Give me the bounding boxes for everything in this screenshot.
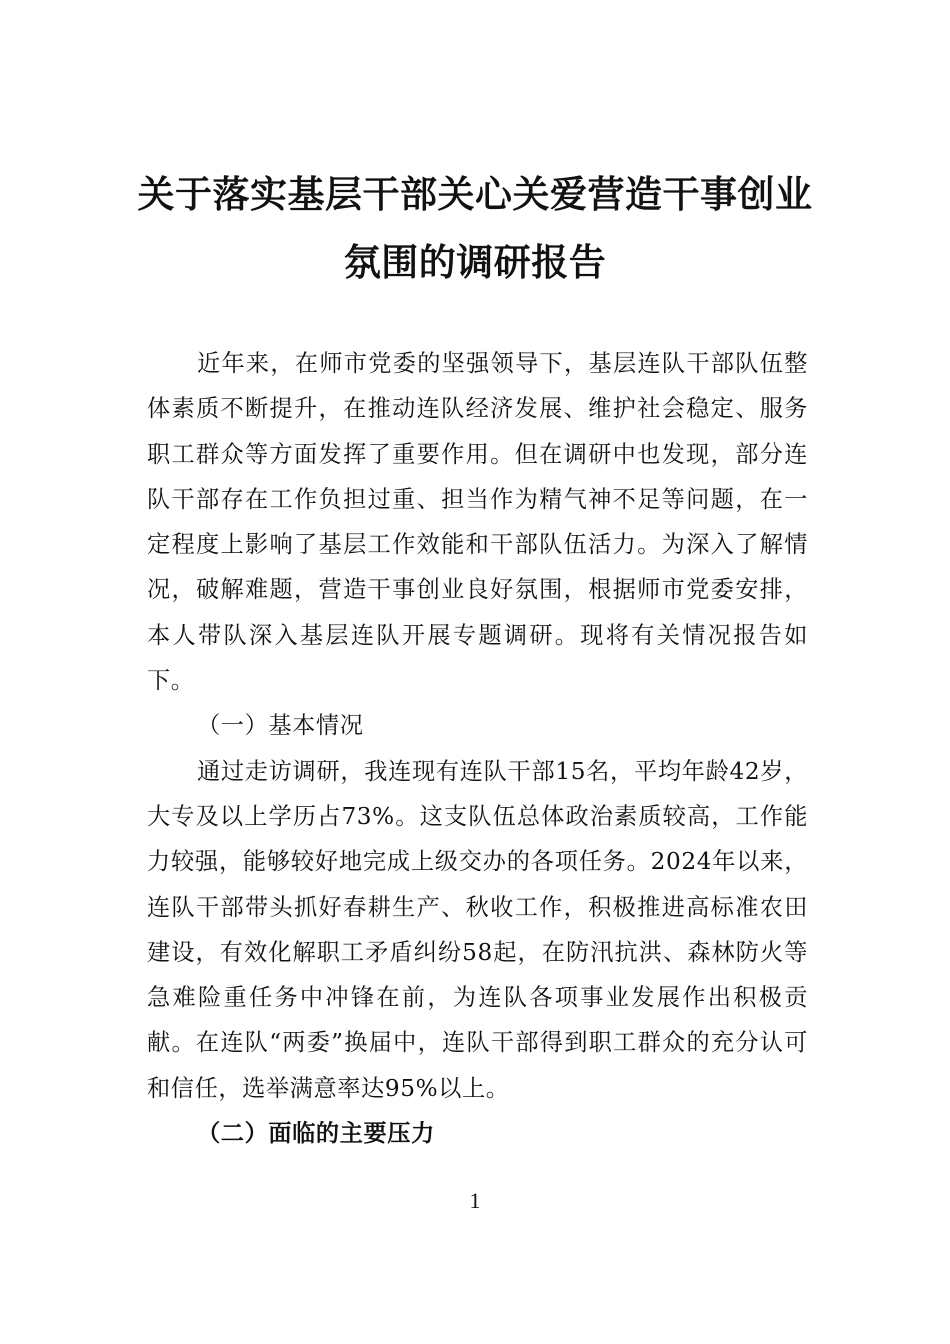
page-number: 1: [469, 1188, 481, 1213]
intro-paragraph: 近年来，在师市党委的坚强领导下，基层连队干部队伍整体素质不断提升，在推动连队经济发展、维护社会稳定、服务职工群众等方面发挥了重要作用。但在调研中也发现，部分连队干部存在工作负担过重、担当作为精气神不足等问题，在一定程度上影响了基层工作效能和干部队伍活力。为深入了解情况，破解难题，营造干事创业良好氛围，根据师市党委安排，本人带队深入基层连队开展专题调研。现将有关情况报告如下。: [147, 350, 808, 695]
section-heading-main-pressures: （二）面临的主要压力: [197, 1120, 435, 1148]
document-title-line-2: 氛围的调研报告: [343, 241, 607, 284]
basic-situation-paragraph: 通过走访调研，我连现有连队干部15名，平均年龄42岁，大专及以上学历占73%。这支队伍总体政治素质较高，工作能力较强，能够较好地完成上级交办的各项任务。2024年以来，连队干部带头抓好春耕生产、秋收工作，积极推进高标准农田建设，有效化解职工矛盾纠纷58起，在防汛抗洪、森林防火等急难险重任务中冲锋在前，为连队各项事业发展作出积极贡献。在连队“两委”换届中，连队干部得到职工群众的充分认可和信任，选举满意率达95%以上。: [147, 757, 808, 1102]
document-title-line-1: 关于落实基层干部关心关爱营造干事创业: [137, 173, 813, 216]
section-heading-basic-situation: （一）基本情况: [197, 712, 364, 740]
document-body: [147, 341, 808, 1156]
